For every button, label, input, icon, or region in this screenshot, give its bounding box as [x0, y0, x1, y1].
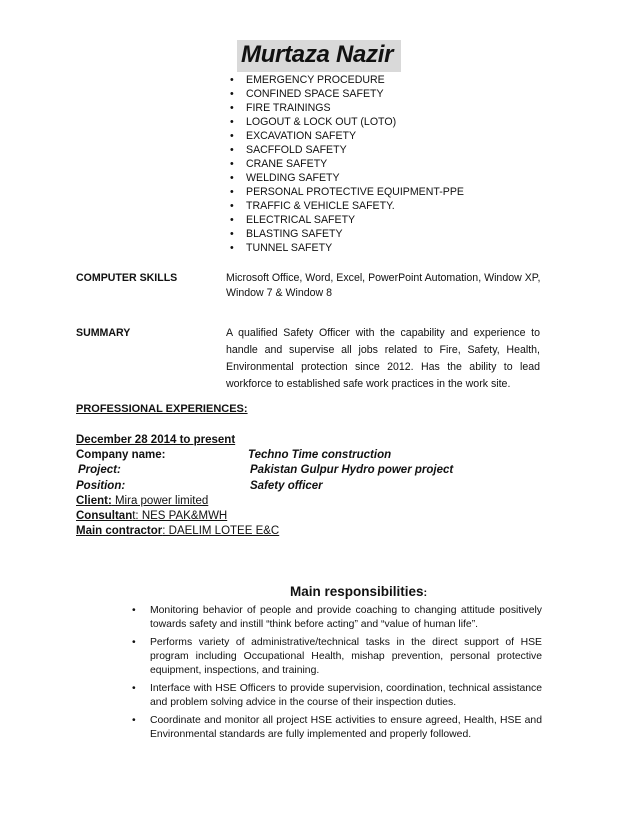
- experience-heading: PROFESSIONAL EXPERIENCES:: [76, 403, 248, 415]
- bullet-icon: •: [230, 130, 234, 142]
- position-value: Safety officer: [250, 480, 323, 492]
- bullet-icon: •: [230, 158, 234, 170]
- bullet-icon: •: [230, 186, 234, 198]
- bullet-icon: •: [132, 715, 136, 726]
- list-item: • Coordinate and monitor all project HSE activities to ensure agreed, Health, HSE and Environmental standards are fully implemented and properly followed.: [132, 715, 542, 740]
- bullet-icon: •: [230, 172, 234, 184]
- bullet-icon: •: [230, 74, 234, 86]
- bullet-icon: •: [230, 102, 234, 114]
- list-item: • CONFINED SPACE SAFETY: [230, 88, 384, 100]
- summary-label: SUMMARY: [76, 327, 131, 339]
- list-item: • TUNNEL SAFETY: [230, 242, 333, 254]
- bullet-icon: •: [132, 637, 136, 648]
- responsibilities-list: [130, 604, 542, 746]
- bullet-icon: •: [230, 214, 234, 226]
- list-item: • WELDING SAFETY: [230, 172, 340, 184]
- company-value: Techno Time construction: [248, 449, 392, 461]
- list-item: • CRANE SAFETY: [230, 158, 328, 170]
- project-label: Project:: [78, 464, 121, 476]
- summary-text: A qualified Safety Officer with the capability and experience to handle and supervise all jobs related to Fire, Safety, Health, Environmental protection since 2012. Has the ability to lead workforce to established safe work practices in the work site.: [226, 327, 540, 390]
- bullet-icon: •: [230, 88, 234, 100]
- bullet-icon: •: [230, 242, 234, 254]
- list-item: • BLASTING SAFETY: [230, 228, 343, 240]
- list-item: • EMERGENCY PROCEDURE: [230, 74, 385, 86]
- list-item: • TRAFFIC & VEHICLE SAFETY.: [230, 200, 395, 212]
- name-highlight: [237, 40, 401, 72]
- bullet-icon: •: [132, 605, 136, 616]
- client-line: Client: Mira power limited: [76, 495, 209, 507]
- responsibilities-title: Main responsibilities:: [290, 584, 428, 599]
- list-item: • PERSONAL PROTECTIVE EQUIPMENT-PPE: [230, 186, 464, 198]
- list-item: • LOGOUT & LOCK OUT (LOTO): [230, 116, 397, 128]
- list-item: • ELECTRICAL SAFETY: [230, 214, 356, 226]
- list-item: • SACFFOLD SAFETY: [230, 144, 347, 156]
- company-label: Company name:: [76, 449, 166, 461]
- position-label: Position:: [76, 480, 126, 492]
- computer-skills-value: Microsoft Office, Word, Excel, PowerPoint Automation, Window XP, Window 7 & Window 8: [226, 272, 541, 299]
- bullet-icon: •: [230, 116, 234, 128]
- experience-date: December 28 2014 to present: [76, 434, 236, 446]
- safety-skills-list: [230, 73, 464, 255]
- list-item: • FIRE TRAININGS: [230, 102, 331, 114]
- list-item: • EXCAVATION SAFETY: [230, 130, 357, 142]
- computer-skills-label: COMPUTER SKILLS: [76, 272, 178, 284]
- bullet-icon: •: [230, 228, 234, 240]
- bullet-icon: •: [132, 683, 136, 694]
- list-item: • Performs variety of administrative/technical tasks in the direct support of HSE program including Occupational Health, mishap prevention, personal protective equipment, inspections, and training.: [132, 637, 542, 676]
- contractor-line: Main contractor: DAELIM LOTEE E&C: [76, 525, 280, 537]
- bullet-icon: •: [230, 200, 234, 212]
- bullet-icon: •: [230, 144, 234, 156]
- consultant-line: Consultant: NES PAK&MWH: [76, 510, 228, 522]
- list-item: • Monitoring behavior of people and provide coaching to changing attitude positively towards safety and instill “think before acting” and “value of human life”.: [132, 605, 542, 630]
- project-value: Pakistan Gulpur Hydro power project: [250, 464, 454, 476]
- candidate-name: Murtaza Nazir: [241, 41, 394, 68]
- list-item: • Interface with HSE Officers to provide supervision, coordination, technical assistance and problem solving advice in the course of their inspection duties.: [132, 683, 542, 708]
